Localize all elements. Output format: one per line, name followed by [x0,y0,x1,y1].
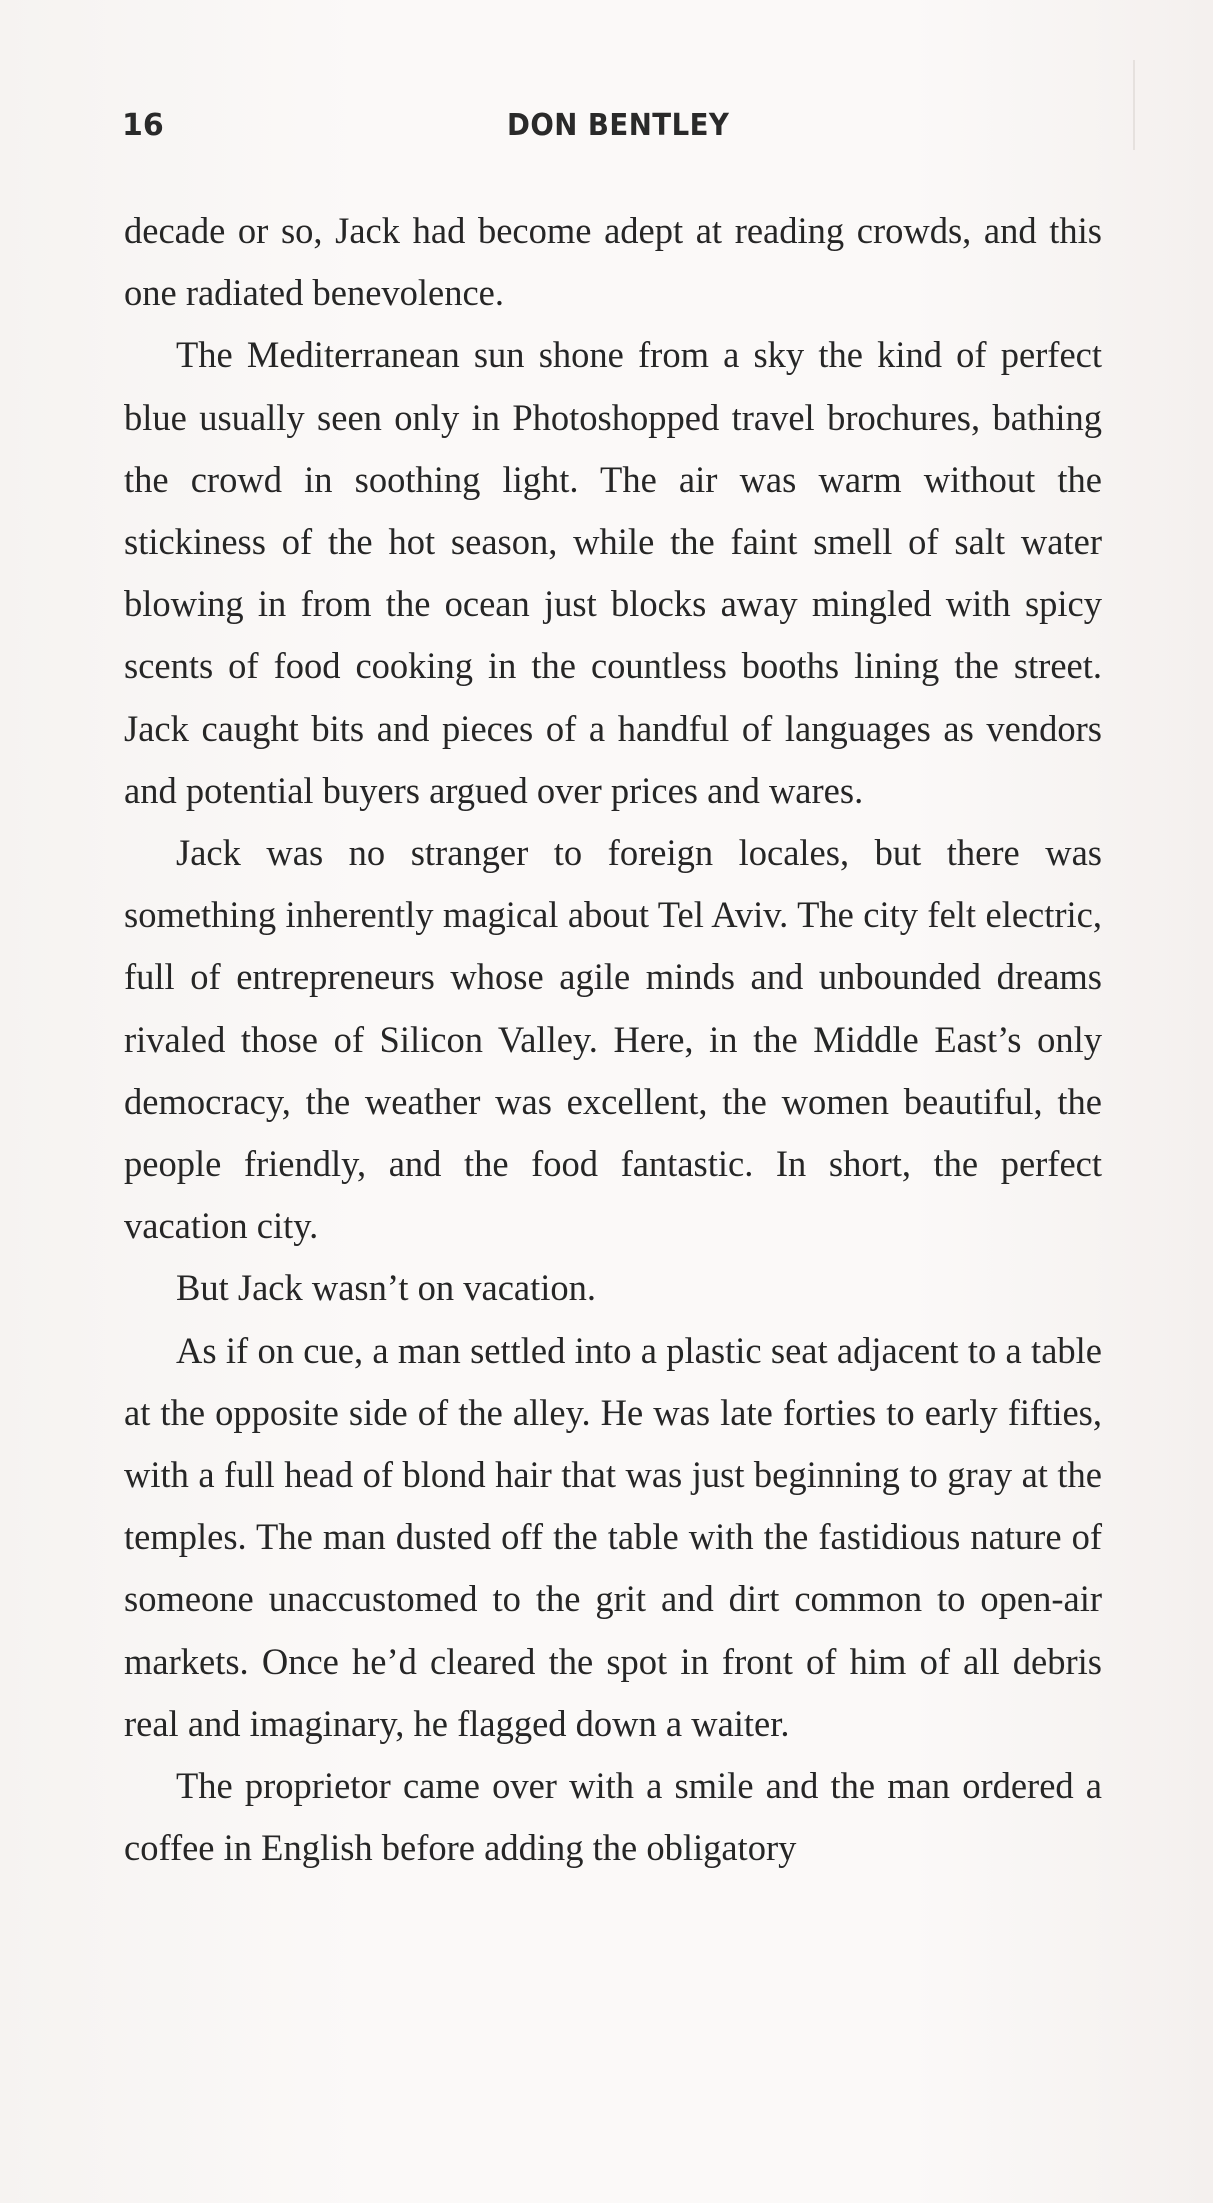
author-name: DON BENTLEY [507,108,730,143]
running-head [122,108,1103,148]
paragraph: decade or so, Jack had become adept at reading crowds, and this one radiated benevolence. [124,210,1102,314]
paragraph: The proprietor came over with a smile and the man ordered a coffee in English before adding the obligatory [124,1765,1102,1869]
paragraph: But Jack wasn’t on vacation. [176,1267,596,1309]
page-number: 16 [122,108,164,143]
body-text [124,200,1102,1879]
paragraph: The Mediterranean sun shone from a sky the kind of perfect blue usually seen only in Photoshopped travel brochures, bathing the crowd in soothing light. The air was warm without the stickiness of the hot season, while the faint smell of salt water blowing in from the ocean just blocks away mingled with spicy scents of food cooking in the countless booths lining the street. Jack caught bits and pieces of a handful of languages as vendors and potential buyers argued over prices and wares. [124,334,1102,811]
paragraph: As if on cue, a man settled into a plastic seat adjacent to a table at the opposite side of the alley. He was late forties to early fifties, with a full head of blond hair that was just beginning to gray at the temples. The man dusted off the table with the fastidious nature of someone unaccustomed to the grit and dirt common to open-air markets. Once he’d cleared the spot in front of him of all debris real and imaginary, he flagged down a waiter. [124,1329,1102,1744]
paragraph: Jack was no stranger to foreign locales, but there was something inherently magical about Tel Aviv. The city felt electric, full of entrepreneurs whose agile minds and unbounded dreams rivaled those of Silicon Valley. Here, in the Middle East’s only democracy, the weather was excellent, the women beautiful, the people friendly, and the food fantastic. In short, the perfect vacation city. [124,832,1102,1247]
page-edge-mark [1133,60,1135,150]
